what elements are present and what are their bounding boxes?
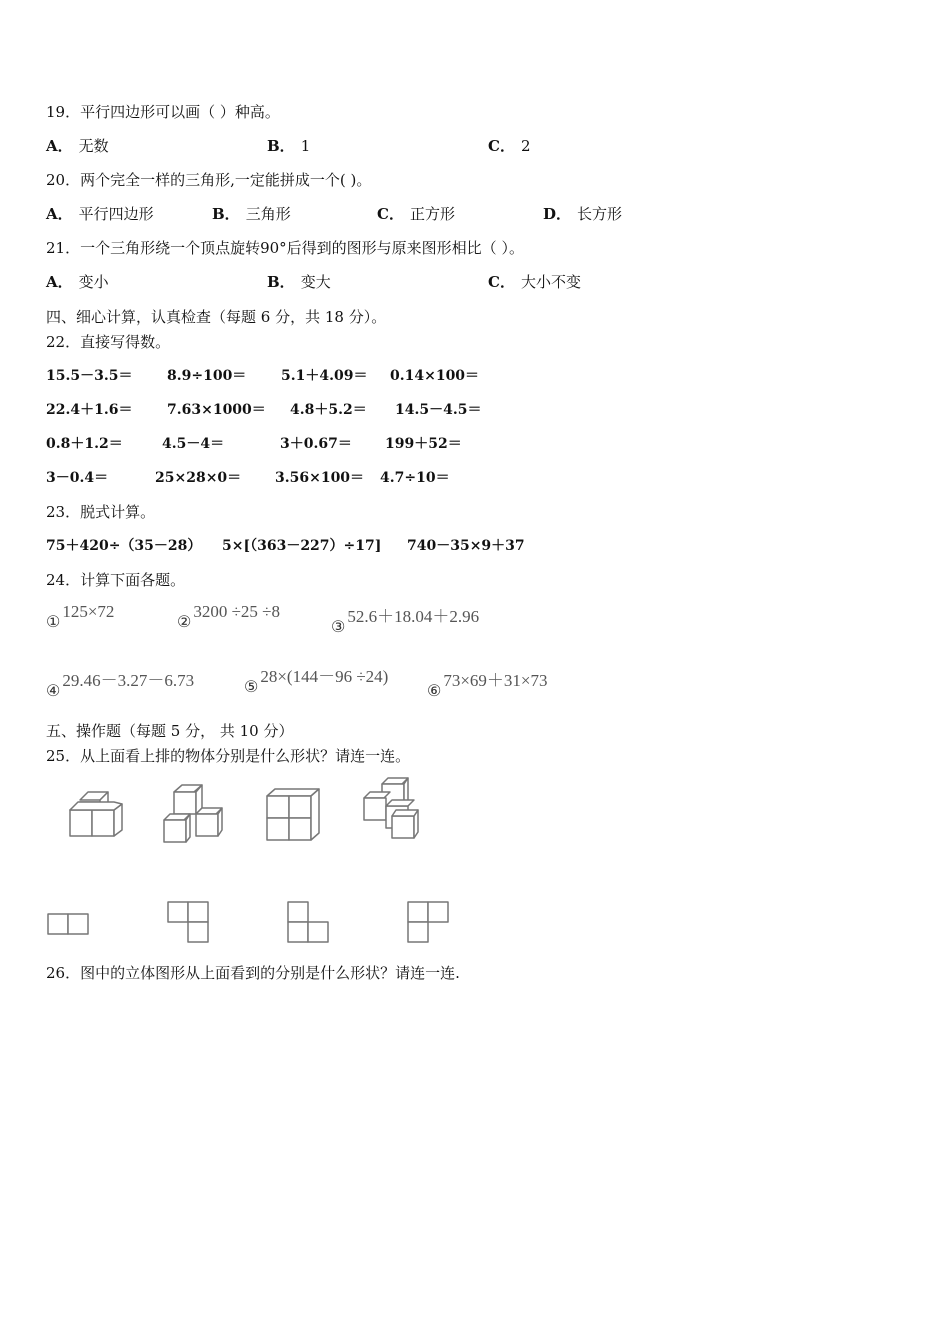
q21-option-c[interactable]: C． 大小不变 xyxy=(488,273,581,291)
cube-figure-3[interactable] xyxy=(262,786,326,846)
q22-item: 4.7÷10＝ xyxy=(380,470,450,486)
q23-item: 75＋420÷（35－28） xyxy=(46,538,202,554)
q19-option-c[interactable]: C． 2 xyxy=(488,137,531,155)
q25-text: 25．从上面看上排的物体分别是什么形状？请连一连。 xyxy=(46,747,411,765)
q22-item: 3.56×100＝ xyxy=(275,470,365,486)
q20-option-a[interactable]: A． 平行四边形 xyxy=(46,205,154,223)
q24-item: ③52.6＋18.04＋2.96 xyxy=(331,607,480,636)
top-view-1[interactable] xyxy=(44,910,94,938)
q24-item: ⑤28×(144－96 ÷24) xyxy=(244,667,389,696)
q21-text: 21．一个三角形绕一个顶点旋转90°后得到的图形与原来图形相比（ ）。 xyxy=(46,239,524,257)
q22-item: 3－0.4＝ xyxy=(46,470,109,486)
q24-text: 24．计算下面各题。 xyxy=(46,571,186,589)
section-5-heading: 五、操作题（每题 5 分， 共 10 分） xyxy=(46,722,294,740)
q22-text: 22．直接写得数。 xyxy=(46,333,171,351)
q24-item: ⑥73×69＋31×73 xyxy=(427,671,548,700)
q19-option-b[interactable]: B． 1 xyxy=(267,137,311,155)
q24-item: ②3200 ÷25 ÷8 xyxy=(177,602,281,631)
q22-item: 7.63×1000＝ xyxy=(167,402,266,418)
q22-item: 25×28×0＝ xyxy=(155,470,242,486)
q22-item: 22.4＋1.6＝ xyxy=(46,402,133,418)
cube-figure-2[interactable] xyxy=(158,782,228,846)
q22-item: 4.8＋5.2＝ xyxy=(290,402,367,418)
top-view-2[interactable] xyxy=(162,898,214,946)
q20-option-d[interactable]: D． 长方形 xyxy=(543,205,623,223)
cube-figure-4[interactable] xyxy=(356,776,426,844)
q20-option-b[interactable]: B． 三角形 xyxy=(212,205,291,223)
q26-text: 26．图中的立体图形从上面看到的分别是什么形状？请连一连. xyxy=(46,964,460,982)
cube-figure-1[interactable] xyxy=(62,790,128,842)
q22-item: 15.5－3.5＝ xyxy=(46,368,133,384)
q22-item: 3＋0.67＝ xyxy=(280,436,352,452)
q24-item: ④29.46－3.27－6.73 xyxy=(46,671,195,700)
section-4-heading: 四、细心计算，认真检查（每题 6 分，共 18 分）。 xyxy=(46,308,387,326)
q23-item: 740－35×9＋37 xyxy=(407,538,525,554)
q22-item: 4.5－4＝ xyxy=(162,436,225,452)
q22-item: 0.8＋1.2＝ xyxy=(46,436,123,452)
q20-option-c[interactable]: C． 正方形 xyxy=(377,205,455,223)
top-view-3[interactable] xyxy=(282,898,334,946)
q22-item: 5.1＋4.09＝ xyxy=(281,368,368,384)
q22-item: 199＋52＝ xyxy=(385,436,462,452)
q23-item: 5×[（363－227）÷17] xyxy=(222,538,382,554)
top-view-4[interactable] xyxy=(402,898,454,946)
q24-item: ①125×72 xyxy=(46,602,115,631)
q22-item: 8.9÷100＝ xyxy=(167,368,247,384)
q19-option-a[interactable]: A． 无数 xyxy=(46,137,109,155)
q22-item: 0.14×100＝ xyxy=(390,368,480,384)
q19-text: 19．平行四边形可以画（ ）种高。 xyxy=(46,103,280,121)
q21-option-b[interactable]: B． 变大 xyxy=(267,273,331,291)
q22-item: 14.5－4.5＝ xyxy=(395,402,482,418)
q20-text: 20．两个完全一样的三角形,一定能拼成一个( )。 xyxy=(46,171,372,189)
q23-text: 23．脱式计算。 xyxy=(46,503,156,521)
q21-option-a[interactable]: A． 变小 xyxy=(46,273,109,291)
